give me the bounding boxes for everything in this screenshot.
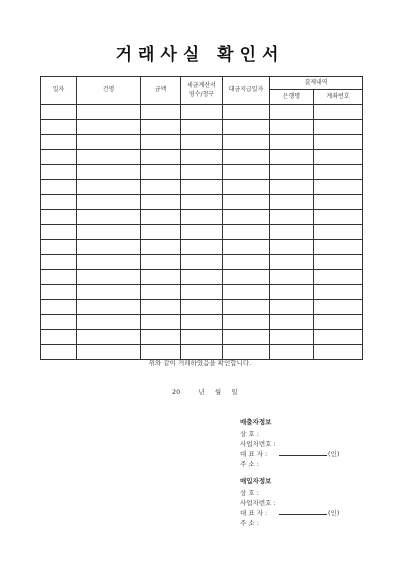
transaction-table (40, 76, 363, 360)
table-cell[interactable] (141, 180, 181, 195)
table-cell[interactable] (223, 300, 270, 315)
table-cell[interactable] (223, 165, 270, 180)
header-date: 일자 (41, 77, 77, 105)
header-invoice-line1: 세금계산서 (187, 82, 216, 90)
table-cell[interactable] (181, 165, 223, 180)
buyer-addr-label: 주 소 : (240, 519, 259, 527)
table-cell[interactable] (181, 105, 223, 120)
seller-addr-label: 주 소 : (240, 460, 259, 468)
table-cell[interactable] (270, 135, 314, 150)
table-cell[interactable] (77, 150, 141, 165)
table-cell[interactable] (181, 150, 223, 165)
table-cell[interactable] (77, 225, 141, 240)
table-cell[interactable] (223, 195, 270, 210)
table-cell[interactable] (270, 225, 314, 240)
table-cell[interactable] (41, 315, 77, 330)
seller-rep-blank[interactable] (279, 449, 327, 456)
table-cell[interactable] (270, 210, 314, 225)
table-row (41, 165, 363, 180)
date-month-label: 월 (214, 388, 222, 396)
table-cell[interactable] (77, 285, 141, 300)
buyer-bizno-label: 사업자번호 : (240, 499, 276, 507)
table-cell[interactable] (141, 120, 181, 135)
table-cell[interactable] (223, 225, 270, 240)
table-cell[interactable] (41, 135, 77, 150)
table-cell[interactable] (314, 120, 363, 135)
table-cell[interactable] (270, 330, 314, 345)
table-cell[interactable] (141, 225, 181, 240)
buyer-info (240, 476, 339, 528)
confirmation-statement: 위와 같이 거래하였음을 확인합니다. (148, 359, 252, 367)
table-cell[interactable] (223, 285, 270, 300)
date-day-label: 일 (231, 388, 238, 396)
table-cell[interactable] (77, 240, 141, 255)
header-invoice-line2: 영수/청구 (188, 90, 215, 98)
table-cell[interactable] (77, 180, 141, 195)
table-cell[interactable] (270, 300, 314, 315)
table-cell[interactable] (77, 120, 141, 135)
table-cell[interactable] (77, 105, 141, 120)
seller-rep-label: 대 표 자 : (240, 450, 268, 458)
table-cell[interactable] (181, 135, 223, 150)
buyer-rep-label: 대 표 자 : (240, 509, 268, 517)
table-cell[interactable] (181, 225, 223, 240)
document-title: 거래사실 확인서 (115, 45, 285, 65)
table-cell[interactable] (314, 240, 363, 255)
table-cell[interactable] (41, 210, 77, 225)
header-bank: 은행명 (270, 90, 314, 105)
buyer-name-label: 상 호 : (240, 489, 259, 497)
table-cell[interactable] (314, 135, 363, 150)
table-cell[interactable] (41, 240, 77, 255)
table-cell[interactable] (141, 255, 181, 270)
table-row (41, 300, 363, 315)
table-row (41, 240, 363, 255)
table-cell[interactable] (270, 270, 314, 285)
table-cell[interactable] (41, 195, 77, 210)
table-cell[interactable] (314, 255, 363, 270)
table-cell[interactable] (141, 210, 181, 225)
table-cell[interactable] (314, 150, 363, 165)
header-settlement: 결제내역 (270, 77, 363, 90)
table-cell[interactable] (270, 315, 314, 330)
table-cell[interactable] (77, 270, 141, 285)
table-cell[interactable] (223, 120, 270, 135)
table-cell[interactable] (77, 195, 141, 210)
table-cell[interactable] (41, 150, 77, 165)
table-row (41, 180, 363, 195)
table-cell[interactable] (314, 300, 363, 315)
table-cell[interactable] (270, 165, 314, 180)
header-amount: 금액 (141, 77, 181, 105)
table-row (41, 270, 363, 285)
table-cell[interactable] (314, 165, 363, 180)
table-row (41, 120, 363, 135)
seller-bizno-label: 사업자번호 : (240, 440, 276, 448)
table-cell[interactable] (314, 180, 363, 195)
table-cell[interactable] (181, 120, 223, 135)
table-cell[interactable] (270, 195, 314, 210)
table-cell[interactable] (41, 165, 77, 180)
table-cell[interactable] (181, 330, 223, 345)
table-cell[interactable] (77, 165, 141, 180)
table-cell[interactable] (141, 150, 181, 165)
table-cell[interactable] (41, 285, 77, 300)
table-cell[interactable] (141, 300, 181, 315)
table-cell[interactable] (270, 150, 314, 165)
table-row (41, 330, 363, 345)
table-row (41, 315, 363, 330)
table-cell[interactable] (77, 135, 141, 150)
table-cell[interactable] (223, 315, 270, 330)
table-row (41, 255, 363, 270)
seller-heading: 매출자정보 (240, 418, 272, 426)
table-cell[interactable] (314, 105, 363, 120)
table-cell[interactable] (141, 285, 181, 300)
table-cell[interactable] (41, 300, 77, 315)
table-cell[interactable] (314, 330, 363, 345)
table-cell[interactable] (223, 135, 270, 150)
table-cell[interactable] (314, 285, 363, 300)
table-cell[interactable] (270, 240, 314, 255)
table-row (41, 105, 363, 120)
table-cell[interactable] (223, 105, 270, 120)
table-cell[interactable] (270, 285, 314, 300)
date-year-label: 년 (198, 388, 205, 396)
table-cell[interactable] (223, 180, 270, 195)
seller-name-label: 상 호 : (240, 430, 259, 438)
buyer-seal: (인) (328, 509, 340, 517)
table-cell[interactable] (141, 165, 181, 180)
table-cell[interactable] (41, 180, 77, 195)
table-cell[interactable] (181, 315, 223, 330)
date-line (172, 387, 238, 396)
table-row (41, 225, 363, 240)
table-cell[interactable] (314, 315, 363, 330)
table-cell[interactable] (223, 255, 270, 270)
table-cell[interactable] (181, 285, 223, 300)
table-cell[interactable] (41, 330, 77, 345)
table-cell[interactable] (270, 180, 314, 195)
table-cell[interactable] (141, 270, 181, 285)
table-cell[interactable] (223, 330, 270, 345)
table-cell[interactable] (41, 225, 77, 240)
table-row (41, 285, 363, 300)
table-cell[interactable] (77, 255, 141, 270)
table-row (41, 135, 363, 150)
table-cell[interactable] (141, 240, 181, 255)
header-item: 건명 (77, 77, 141, 105)
table-cell[interactable] (181, 180, 223, 195)
table-cell[interactable] (314, 270, 363, 285)
seller-info (240, 417, 339, 469)
table-cell[interactable] (41, 255, 77, 270)
table-cell[interactable] (77, 315, 141, 330)
table-cell[interactable] (77, 210, 141, 225)
table-row (41, 150, 363, 165)
table-cell[interactable] (181, 270, 223, 285)
table-cell[interactable] (141, 135, 181, 150)
table-row (41, 210, 363, 225)
table-cell[interactable] (181, 240, 223, 255)
table-cell[interactable] (41, 270, 77, 285)
table-cell[interactable] (314, 210, 363, 225)
buyer-heading: 매입자정보 (240, 477, 272, 485)
table-cell[interactable] (223, 150, 270, 165)
header-account: 계좌번호 (314, 90, 363, 105)
table-cell[interactable] (77, 300, 141, 315)
table-cell[interactable] (223, 270, 270, 285)
table-cell[interactable] (141, 330, 181, 345)
table-cell[interactable] (314, 195, 363, 210)
table-cell[interactable] (41, 105, 77, 120)
table-cell[interactable] (181, 255, 223, 270)
table-cell[interactable] (41, 120, 77, 135)
table-cell[interactable] (270, 120, 314, 135)
table-cell[interactable] (223, 210, 270, 225)
table-cell[interactable] (141, 195, 181, 210)
table-row (41, 195, 363, 210)
table-cell[interactable] (314, 225, 363, 240)
table-cell[interactable] (141, 105, 181, 120)
table-cell[interactable] (181, 300, 223, 315)
table-cell[interactable] (141, 315, 181, 330)
table-cell[interactable] (270, 105, 314, 120)
table-cell[interactable] (181, 195, 223, 210)
header-payment-date: 대금지급일자 (223, 77, 270, 105)
seller-seal: (인) (328, 450, 340, 458)
table-cell[interactable] (181, 210, 223, 225)
table-cell[interactable] (270, 255, 314, 270)
table-cell[interactable] (77, 330, 141, 345)
table-cell[interactable] (223, 240, 270, 255)
buyer-rep-blank[interactable] (279, 508, 327, 515)
header-invoice (181, 77, 223, 105)
date-year-prefix: 20 (172, 388, 181, 396)
